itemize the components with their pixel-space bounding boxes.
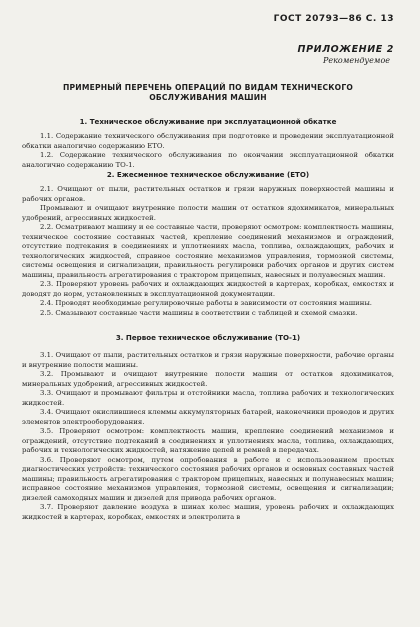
section-1-title: 1. Техническое обслуживание при эксплуатационной обкатке [79, 117, 337, 126]
paragraph-2-3: 2.3. Проверяют уровень рабочих и охлаждающих жидкостей в картерах, коробках, емкостях и доводят до норм, установленных в эксплуатационной документации. [22, 280, 394, 298]
paragraph-2-4: 2.4. Проводят необходимые регулировочные работы в зависимости от состояния машины. [40, 299, 372, 307]
paragraph-2-2: 2.2. Осматривают машину и ее составные части, проверяют осмотром: комплектность машины, техническое состояние составных частей, крепление соединений механизмов и ограждений, отсутствие подтекания в соединениях и уплотнениях масла, топлива, охлаждающих, рабочих и технологических жидкостей, справное состояние механизмов управления, тормозной системы, системы освещения и сигнализации, правильность регулировки рабочих органов и других систем машины, правильность агрегатирования с трактором прицепных, навесных и полуавесных машин. [22, 223, 394, 279]
appendix-title: ПРИЛОЖЕНИЕ 2 [297, 44, 394, 55]
page-header: ГОСТ 20793—86 С. 13 [273, 14, 394, 24]
paragraph-3-1: 3.1. Очищают от пыли, растительных остатков и грязи наружные поверхности, рабочие органы и внутренние полости машины. [22, 351, 394, 369]
paragraph-3-4: 3.4. Очищают окислившиеся клеммы аккумуляторных батарей, наконечники проводов и других элементов электрооборудования. [22, 408, 394, 426]
paragraph-3-2: 3.2. Промывают и очищают внутренние полости машин от остатков ядохимикатов, минеральных удобрений, агрессивных жидкостей. [22, 370, 394, 388]
paragraph-1-1: 1.1. Содержание технического обслуживания при подготовке и проведении эксплуатационной обкатки аналогично содержанию ЕТО. [22, 132, 394, 150]
paragraph-3-3: 3.3. Очищают и промывают фильтры и отстойники масла, топлива рабочих и технологических жидкостей. [22, 389, 394, 407]
paragraph-2-1: 2.1. Очищают от пыли, растительных остатков и грязи наружных поверхностей машины и рабочих органов. [22, 185, 394, 203]
paragraph-2-1b: Промывают и очищают внутренние полости машин от остатков ядохимикатов, минеральных удобрений, агрессивных жидкостей. [22, 204, 394, 222]
document-title-line-1: ПРИМЕРНЫЙ ПЕРЕЧЕНЬ ОПЕРАЦИЙ ПО ВИДАМ ТЕХНИЧЕСКОГО [62, 83, 354, 92]
paragraph-3-7: 3.7. Проверяют давление воздуха в шинах колес машин, уровень рабочих и охлаждающих жидкостей в картерах, коробках, емкостях и электролита в [22, 503, 394, 521]
document-title-line-2: ОБСЛУЖИВАНИЯ МАШИН [149, 93, 267, 102]
paragraph-1-2: 1.2. Содержание технического обслуживания по окончании эксплуатационной обкатки аналогично содержанию ТО-1. [22, 151, 394, 169]
paragraph-2-5: 2.5. Смазывают составные части машины в соответствии с таблицей и схемой смазки. [40, 308, 358, 317]
paragraph-3-6: 3.6. Проверяют осмотром, путем опробования в работе и с использованием простых диагностических устройств: технического состояния рабочих органов и основных составных частей машины; правильность агрегатирования с трактором прицепных, навесных и полунавесных машин; исправное состояние механизмов управления, тормозной системы, освещения и сигнализации; дизелей самоходных машин и дизелей для привода рабочих органов. [22, 455, 394, 502]
section-3-title: 3. Первое техническое обслуживание (ТО-1) [115, 333, 301, 342]
appendix-subtitle: Рекомендуемое [323, 56, 390, 65]
document-title [22, 83, 394, 103]
section-2-title: 2. Ежесменное техническое обслуживание (ЕТО) [106, 170, 310, 179]
paragraph-3-5: 3.5. Проверяют осмотром: комплектность машин, крепление соединений механизмов и ограждений, отсутствие подтеканий в соединениях и уплотнениях масла, топлива, охлаждающих, рабочих и технологических жидкостей, натяжение цепей и ремней в передачах. [22, 427, 394, 454]
